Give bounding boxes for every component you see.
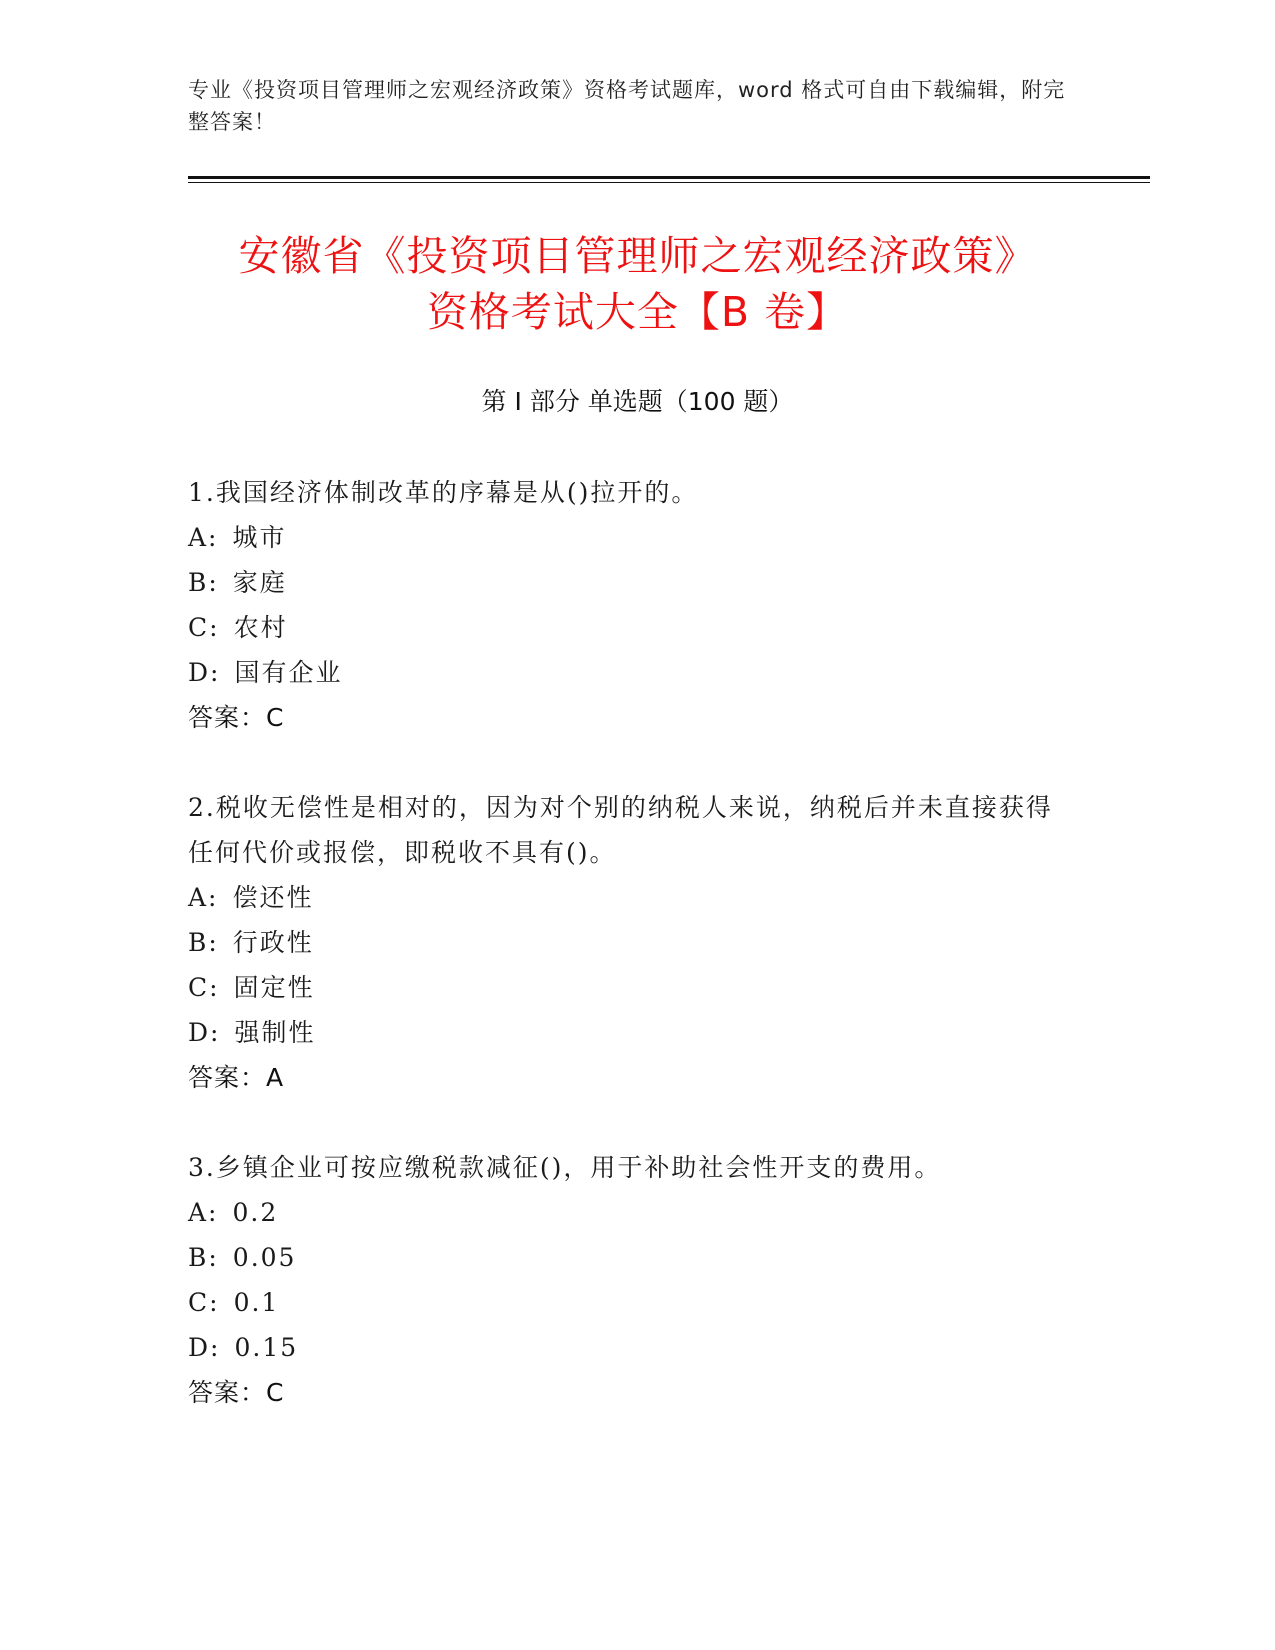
option-text: 农村 (233, 613, 288, 642)
document-title (160, 228, 1115, 340)
option-d (188, 1010, 1068, 1055)
option-key: C: (188, 613, 220, 642)
option-b (188, 560, 1068, 605)
option-text: 0.15 (234, 1333, 299, 1362)
option-c (188, 965, 1068, 1010)
section-heading: 第 I 部分 单选题（100 题） (481, 387, 794, 416)
option-text: 行政性 (232, 928, 314, 957)
option-key: D: (188, 658, 221, 687)
option-key: D: (188, 1333, 221, 1362)
header-divider-thin (188, 182, 1150, 183)
question-stem: 3.乡镇企业可按应缴税款减征()，用于补助社会性开支的费用。 (188, 1153, 942, 1182)
answer-line: 答案：A (188, 1063, 285, 1092)
option-key: A: (188, 523, 219, 552)
option-key: A: (188, 883, 219, 912)
answer-line: 答案：C (188, 703, 285, 732)
option-text: 0.1 (233, 1288, 280, 1317)
header-note: 专业《投资项目管理师之宏观经济政策》资格考试题库，word 格式可自由下载编辑，附完整答案！ (188, 78, 1066, 134)
option-text: 0.2 (232, 1198, 279, 1227)
option-c (188, 605, 1068, 650)
option-c (188, 1280, 1068, 1325)
question-stem: 1.我国经济体制改革的序幕是从()拉开的。 (188, 478, 699, 507)
option-b (188, 1235, 1068, 1280)
option-text: 家庭 (232, 568, 287, 597)
option-key: D: (188, 1018, 221, 1047)
answer-line: 答案：C (188, 1378, 285, 1407)
question-list (188, 470, 1068, 1460)
option-a (188, 875, 1068, 920)
header-divider (188, 176, 1150, 179)
option-key: C: (188, 1288, 220, 1317)
option-text: 0.05 (232, 1243, 297, 1272)
question-1 (188, 470, 1068, 740)
question-2 (188, 785, 1068, 1100)
option-d (188, 650, 1068, 695)
question-stem: 2.税收无偿性是相对的，因为对个别的纳税人来说，纳税后并未直接获得任何代价或报偿，即税收不具有()。 (188, 793, 1053, 867)
option-text: 强制性 (234, 1018, 316, 1047)
question-3 (188, 1145, 1068, 1415)
option-text: 城市 (232, 523, 287, 552)
document-title-line-2: 资格考试大全【B 卷】 (426, 288, 849, 336)
option-key: B: (188, 928, 219, 957)
option-d (188, 1325, 1068, 1370)
option-text: 国有企业 (234, 658, 343, 687)
option-key: B: (188, 1243, 219, 1272)
option-b (188, 920, 1068, 965)
option-key: A: (188, 1198, 219, 1227)
option-text: 固定性 (233, 973, 315, 1002)
document-title-line-1: 安徽省《投资项目管理师之宏观经济政策》 (238, 232, 1037, 280)
option-key: C: (188, 973, 220, 1002)
option-text: 偿还性 (232, 883, 314, 912)
option-a (188, 515, 1068, 560)
option-key: B: (188, 568, 219, 597)
option-a (188, 1190, 1068, 1235)
